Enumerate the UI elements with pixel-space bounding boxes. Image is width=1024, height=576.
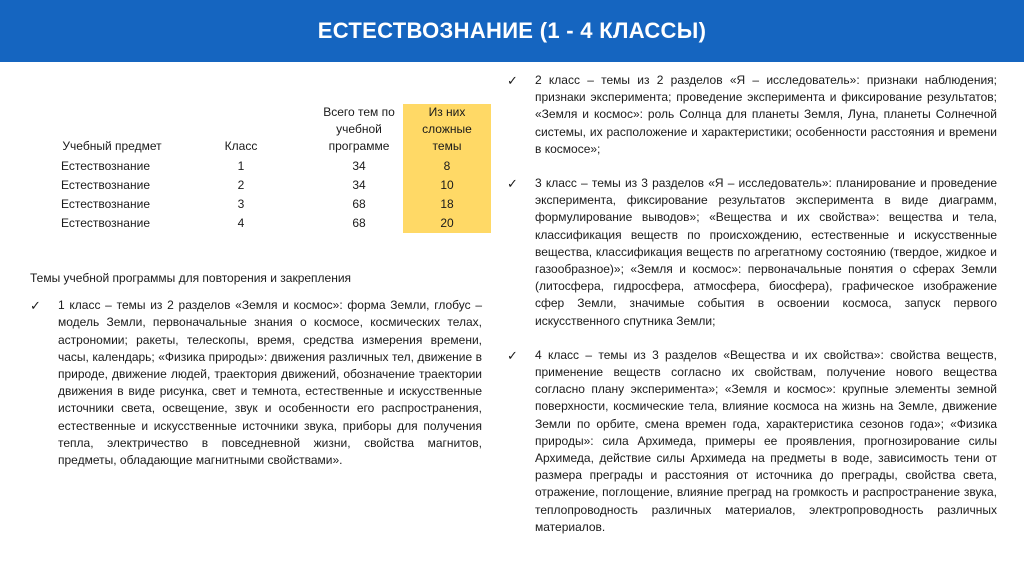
table-row	[57, 195, 491, 214]
table-row	[57, 157, 491, 176]
right-column	[507, 72, 997, 553]
cell-grade: 1	[237, 159, 245, 173]
list-item	[30, 297, 482, 469]
cell-subject: Естествознание	[61, 159, 150, 173]
grade-4-topics: 4 класс – темы из 3 разделов «Вещества и их свойства»: свойства веществ, применение веществ согласно их свойствам, получение нового вещества согласно плану эксперимента»; «Земля и космос»: крупные элементы земной поверхности, космические тела, влияние космоса на жизнь на Земле, движение Земли по орбите, смена времен года, характеристика сезонов года»; «Физика природы»: сила Архимеда, примеры ее проявления, прогнозирование силы Архимеда, действие силы Архимеда на предметы в воде, зависимость тени от размера преграды и расстояния от источника до преграды, свойства света, отражение, поглощение, влияние преград на громкость и распространение звука, теплопроводность различных материалов, электропроводность различных материалов.	[535, 347, 997, 534]
cell-grade: 2	[237, 178, 245, 192]
cell-subject: Естествознание	[61, 197, 150, 211]
grade-3-topics: 3 класс – темы из 3 разделов «Я – исследователь»: планирование и проведение эксперимента, фиксирование результатов эксперимента в виде диаграмм, формулирование выводов»; «Вещества и их свойства»: вещества и тела, классификация веществ по происхождению, естественные и искусственные вещества, классификация веществ по агрегатному состоянию (твердое, жидкое и газообразное)»; «Земля и космос»: первоначальные понятия о сферах Земли (литосфера, гидросфера, атмосфера, биосфера), графическое изображение сфер Земли, значимые события в освоении космоса, запуск первого искусственного спутника Земли;	[535, 176, 997, 328]
grade-1-topics: 1 класс – темы из 2 разделов «Земля и космос»: форма Земли, глобус – модель Земли, первоначальные знания о космосе, космических телах, астрономии; ракеты, телескопы, время, средства измерения времени, часы, календарь; «Физика природы»: движения различных тел, движение в природе, движение людей, траектория движений, обозначение траектории движения в виде рисунка, свет и темнота, естественные и искусственные источники света, освещение, звук и особенности его распространения, естественные и искусственные источники звука, приборы для получения тепла, электричество в повседневной жизни, свойства магнитов, предметы, обладающие магнитными свойствами».	[58, 298, 482, 468]
header-hard: Из них сложные темы	[403, 104, 491, 157]
table-row	[57, 176, 491, 195]
cell-total: 34	[352, 159, 366, 173]
checkmark-icon: ✓	[507, 347, 518, 363]
table-row	[57, 214, 491, 233]
left-column	[30, 270, 482, 469]
cell-hard: 10	[403, 176, 491, 195]
page-title: ЕСТЕСТВОЗНАНИЕ (1 - 4 КЛАССЫ)	[317, 18, 707, 43]
title-bar	[0, 0, 1024, 62]
cell-grade: 3	[237, 197, 245, 211]
list-item	[507, 347, 997, 536]
checkmark-icon: ✓	[507, 176, 518, 192]
header-subject: Учебный предмет	[62, 139, 162, 153]
table-header-row	[57, 104, 491, 157]
checkmark-icon: ✓	[507, 73, 518, 88]
list-item	[507, 72, 997, 158]
cell-grade: 4	[237, 216, 245, 230]
header-total: Всего тем по учебной программе	[323, 105, 395, 153]
cell-total: 68	[352, 216, 366, 230]
cell-hard: 8	[403, 157, 491, 176]
cell-subject: Естествознание	[61, 178, 150, 192]
grade-2-topics: 2 класс – темы из 2 разделов «Я – исследователь»: признаки наблюдения; признаки эксперимента; проведение эксперимента и фиксирование результатов; «Земля и космос»: роль Солнца для планеты Земля, Луна, планеты Солнечной системы, их расположение и характеристики; особенности расстояния и времени в космосе»;	[535, 73, 997, 156]
cell-hard: 18	[403, 195, 491, 214]
cell-total: 68	[352, 197, 366, 211]
topics-table	[57, 104, 491, 233]
checkmark-icon: ✓	[30, 298, 41, 314]
cell-total: 34	[352, 178, 366, 192]
review-topics-heading: Темы учебной программы для повторения и закрепления	[30, 271, 352, 285]
cell-subject: Естествознание	[61, 216, 150, 230]
header-grade: Класс	[224, 139, 258, 153]
cell-hard: 20	[403, 214, 491, 233]
list-item	[507, 175, 997, 330]
